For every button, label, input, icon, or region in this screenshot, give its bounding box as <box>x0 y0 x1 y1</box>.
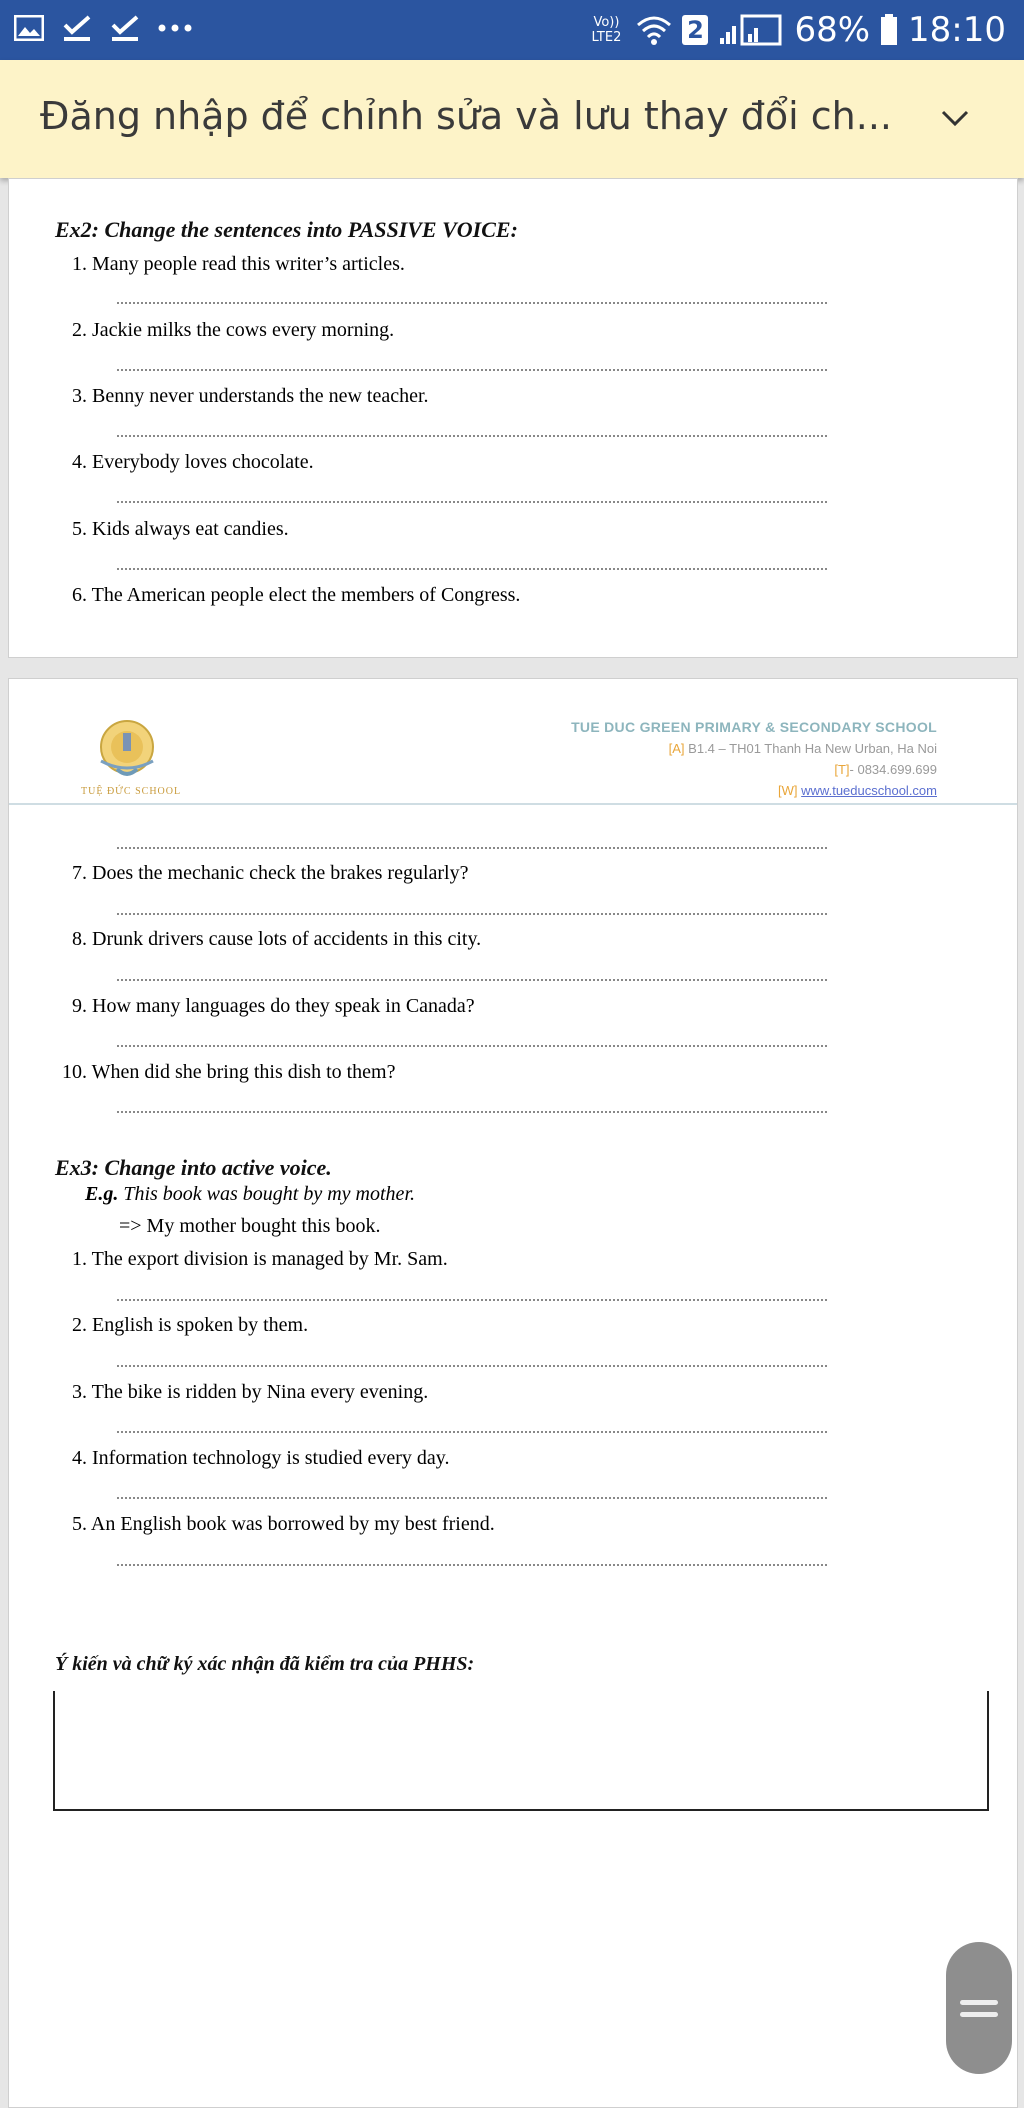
scrollbar-thumb[interactable] <box>946 1942 1012 2074</box>
battery-percent: 68% <box>794 10 871 50</box>
answer-line <box>117 913 827 915</box>
list-item: 2. English is spoken by them. <box>72 1314 309 1336</box>
network-label: Vo)) LTE2 <box>591 15 622 45</box>
list-item: 1. The export division is managed by Mr. Sam. <box>72 1248 448 1270</box>
list-item: 4. Information technology is studied every day. <box>72 1447 450 1469</box>
sim-badge: 2 <box>682 15 708 45</box>
banner-text: Đăng nhập để chỉnh sửa và lưu thay đổi ch... <box>40 94 892 138</box>
example-answer: => My mother bought this book. <box>119 1215 381 1237</box>
list-item: 3. Benny never understands the new teacher. <box>72 385 429 407</box>
list-item: 9. How many languages do they speak in Canada? <box>72 995 475 1017</box>
list-item: 6. The American people elect the members of Congress. <box>72 584 521 606</box>
answer-line <box>117 1365 827 1367</box>
parent-section-title: Ý kiến và chữ ký xác nhận đã kiểm tra của PHHS: <box>55 1653 475 1675</box>
chevron-down-icon[interactable] <box>940 108 970 128</box>
status-bar <box>0 0 1024 60</box>
answer-line <box>117 1497 827 1499</box>
check-icon <box>62 14 92 42</box>
answer-line <box>117 847 827 849</box>
answer-line <box>117 302 827 304</box>
document-page-2 <box>8 678 1018 2108</box>
signature-box[interactable] <box>53 1691 989 1811</box>
answer-line <box>117 979 827 981</box>
school-info: TUE DUC GREEN PRIMARY & SECONDARY SCHOOL [A] B1.4 – TH01 Thanh Ha New Urban, Ha Noi [T]- 0834.699.699 [W] www.tueducschool.com <box>571 719 937 798</box>
school-logo <box>81 713 181 797</box>
example-passive: This book was bought by my mother. <box>123 1183 416 1205</box>
logo-caption: TUỆ ĐỨC SCHOOL <box>81 786 182 797</box>
list-item: 7. Does the mechanic check the brakes regularly? <box>72 862 469 884</box>
list-item: 10. When did she bring this dish to them? <box>62 1061 396 1083</box>
answer-line <box>117 1045 827 1047</box>
answer-line <box>117 568 827 570</box>
school-name: TUE DUC GREEN PRIMARY & SECONDARY SCHOOL <box>571 719 937 735</box>
example-line <box>85 1183 415 1206</box>
clock: 18:10 <box>908 10 1006 50</box>
signal-icon <box>718 14 784 46</box>
list-item: 3. The bike is ridden by Nina every evening. <box>72 1381 429 1403</box>
answer-line <box>117 1564 827 1566</box>
list-item: 5. Kids always eat candies. <box>72 518 289 540</box>
answer-line <box>117 435 827 437</box>
school-address: B1.4 – TH01 Thanh Ha New Urban, Ha Noi <box>688 741 937 756</box>
header-divider <box>9 803 1017 805</box>
answer-line <box>117 501 827 503</box>
ex2-title: Ex2: Change the sentences into PASSIVE VOICE: <box>55 217 518 242</box>
gallery-icon <box>14 15 44 41</box>
more-icon <box>158 23 192 33</box>
answer-line <box>117 1431 827 1433</box>
list-item: 4. Everybody loves chocolate. <box>72 451 314 473</box>
list-item: 2. Jackie milks the cows every morning. <box>72 319 395 341</box>
example-label: E.g. <box>85 1183 119 1205</box>
ex3-title: Ex3: Change into active voice. <box>55 1155 332 1180</box>
school-phone: - 0834.699.699 <box>849 762 937 777</box>
sign-in-banner[interactable] <box>0 60 1024 178</box>
answer-line <box>117 369 827 371</box>
document-page-1 <box>8 178 1018 658</box>
list-item: 1. Many people read this writer’s articles. <box>72 253 405 275</box>
list-item: 8. Drunk drivers cause lots of accidents in this city. <box>72 928 482 950</box>
check-icon <box>110 14 140 42</box>
school-crest-icon <box>87 713 167 783</box>
answer-line <box>117 1299 827 1301</box>
school-website-link[interactable]: www.tueducschool.com <box>801 783 937 798</box>
wifi-icon <box>636 15 672 45</box>
answer-line <box>117 1111 827 1113</box>
list-item: 5. An English book was borrowed by my best friend. <box>72 1513 495 1535</box>
battery-icon <box>880 14 898 46</box>
